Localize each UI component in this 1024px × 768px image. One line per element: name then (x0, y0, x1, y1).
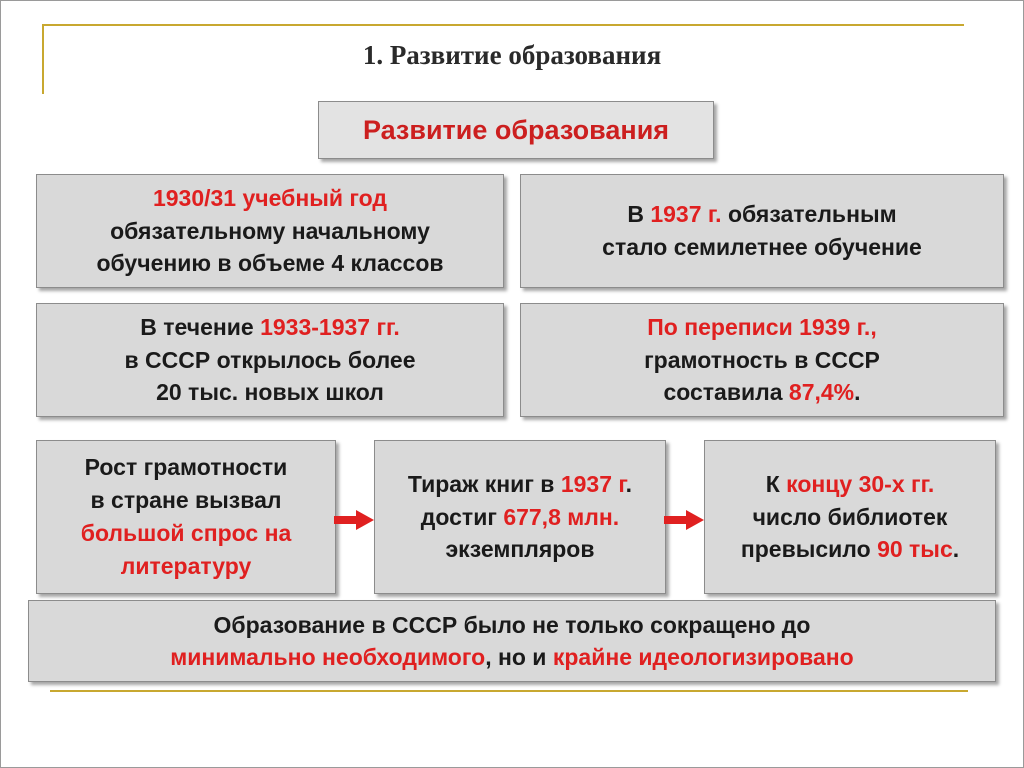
top-gold-rule (42, 24, 964, 26)
box3-line3: 20 тыс. новых школ (156, 379, 384, 406)
box-literacy-census (520, 303, 1004, 417)
box3-line2: в СССР открылось более (124, 346, 416, 373)
box-1930-school-year (36, 174, 504, 288)
heading-text: Развитие образования (362, 114, 670, 145)
box2-line2: стало семилетнее обучение (602, 234, 922, 260)
box-1937-seven-year (520, 174, 1004, 288)
box7-line1: К концу 30-х гг. (765, 470, 935, 497)
box4-line1: По переписи 1939 г., (647, 313, 877, 340)
box1-line3: обучению в объеме 4 классов (96, 250, 444, 277)
box6-line3: экземпляров (445, 536, 595, 563)
bottom-gold-rule (50, 690, 968, 692)
box6-line2: достиг 677,8 млн. (420, 503, 620, 530)
box-conclusion (28, 600, 996, 682)
box5-line2: в стране вызвал (90, 487, 282, 514)
box4-line2: грамотность в СССР (644, 346, 880, 373)
arrow-right-icon (334, 510, 374, 530)
box8-line1: Образование в СССР было не только сокращено до (213, 611, 811, 638)
box5-line3: большой спрос на (80, 520, 292, 546)
box7-line3: превысило 90 тыс. (740, 536, 960, 563)
box-literacy-demand (36, 440, 336, 594)
box-libraries (704, 440, 996, 594)
box2-line1: В 1937 г. обязательным (627, 201, 897, 228)
box7-line2: число библиотек (752, 503, 948, 530)
box1-line1: 1930/31 учебный год (152, 184, 388, 211)
heading-box (318, 101, 714, 159)
box-new-schools (36, 303, 504, 417)
box4-line3: составила 87,4%. (663, 379, 861, 406)
box1-line2: обязательному начальному (110, 217, 430, 244)
box5-line4: литературу (120, 552, 252, 579)
box-book-circulation (374, 440, 666, 594)
arrow-right-icon (664, 510, 704, 530)
box8-line2: минимально необходимого, но и крайне идеологизировано (170, 644, 854, 670)
box5-line1: Рост грамотности (84, 454, 288, 481)
slide-title: 1. Развитие образования (362, 40, 662, 70)
box6-line1: Тираж книг в 1937 г. (407, 470, 633, 497)
box3-line1: В течение 1933-1937 гг. (140, 313, 400, 340)
